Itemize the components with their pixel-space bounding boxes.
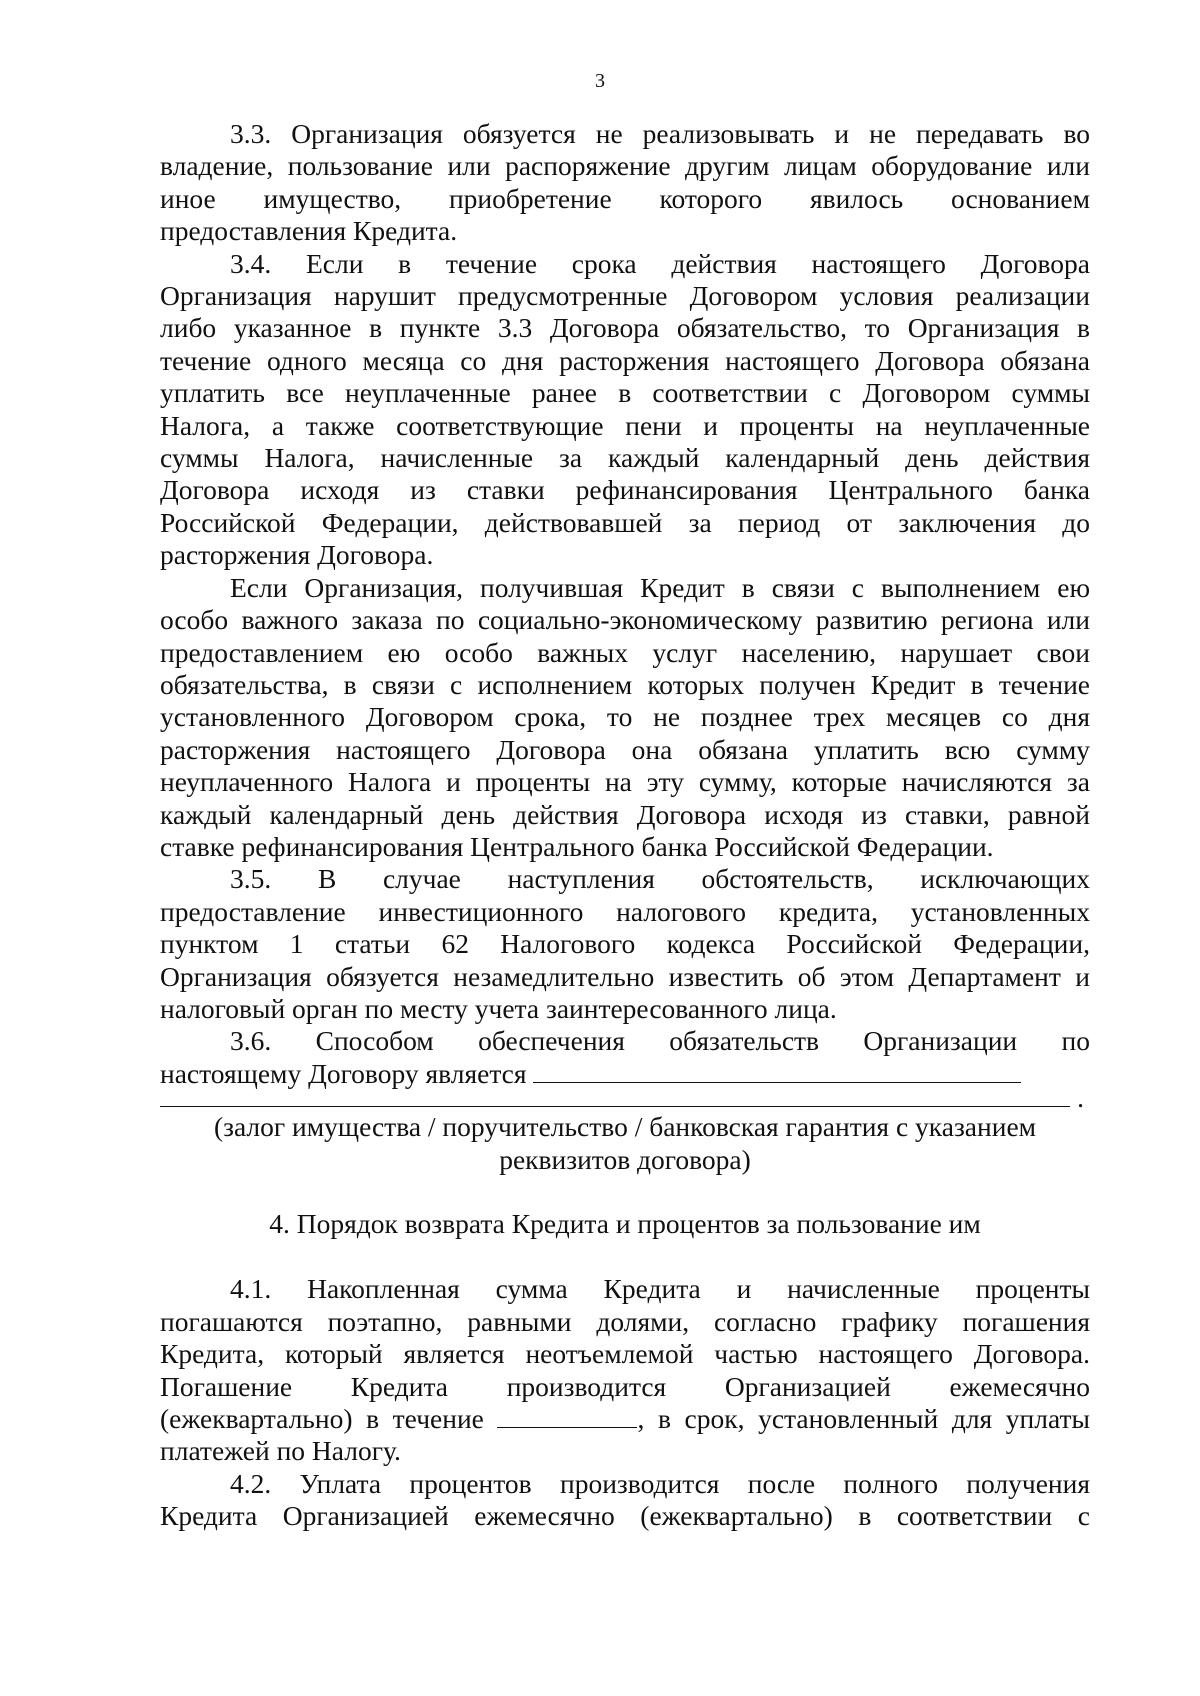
text-line: Договора исходя из ставки рефинансирования Центрального банка	[160, 474, 1090, 506]
text-line: Если Организация, получившая Кредит в связи с выполнением ею	[230, 571, 1090, 603]
text-fragment: , в срок, установленный для уплаты	[637, 1403, 1090, 1435]
text-line	[160, 1058, 1090, 1090]
clause-3-4	[160, 248, 1090, 572]
text-line: уплатить все неуплаченные ранее в соответствии с Договором суммы	[160, 377, 1090, 409]
text-line: предоставлением ею особо важных услуг населению, нарушает свои	[160, 636, 1090, 668]
clause-3-5	[160, 863, 1090, 1025]
text-line: 3.3. Организация обязуется не реализовывать и не передавать во	[230, 118, 1090, 149]
text-line: 3.5. В случае наступления обстоятельств, исключающих	[230, 863, 1090, 895]
text-line: суммы Налога, начисленные за каждый календарный день действия	[160, 442, 1090, 474]
text-line: Российской Федерации, действовавшей за период от заключения до	[160, 506, 1090, 538]
text-line: налоговый орган по месту учета заинтересованного лица.	[160, 992, 837, 1024]
text-fragment: настоящему Договору является	[160, 1057, 527, 1089]
fill-in-blank-period	[497, 1426, 637, 1428]
end-mark: .	[1077, 1081, 1084, 1113]
caption-line: реквизитов договора)	[499, 1143, 751, 1175]
text-line: иное имущество, приобретение которого явилось основанием	[160, 182, 1090, 214]
text-line: предоставление инвестиционного налогового кредита, установленных	[160, 895, 1090, 927]
text-line: Налога, а также соответствующие пени и проценты на неуплаченные	[160, 409, 1090, 441]
fill-in-blank-full-line	[160, 1081, 1084, 1113]
page-number: 3	[595, 70, 605, 92]
caption-line: (залог имущества / поручительство / банковская гарантия с указанием	[213, 1111, 1037, 1143]
text-line: владение, пользование или распоряжение другим лицам оборудование или	[160, 150, 1090, 182]
text-line: либо указанное в пункте 3.3 Договора обязательство, то Организация в	[160, 312, 1090, 344]
document-body	[160, 118, 1090, 1533]
clause-4-1	[160, 1273, 1090, 1467]
text-line: Кредита Организацией ежемесячно (ежеквартально) в соответствии с	[160, 1500, 1090, 1532]
text-line: расторжения настоящего Договора она обязана уплатить всю сумму	[160, 733, 1090, 765]
text-line: особо важного заказа по социально-экономическому развитию региона или	[160, 604, 1090, 636]
text-line: установленного Договором срока, то не позднее трех месяцев со дня	[160, 701, 1090, 733]
text-line: 4.2. Уплата процентов производится после полного получения	[230, 1467, 1090, 1499]
caption	[160, 1111, 1090, 1176]
blank-line-wrapper	[160, 1081, 1090, 1113]
text-line: 3.6. Способом обеспечения обязательств Организации по	[230, 1025, 1090, 1057]
text-line: предоставления Кредита.	[160, 215, 458, 247]
fill-in-blank-security	[533, 1081, 1021, 1083]
text-line: 4.1. Накопленная сумма Кредита и начисленные проценты	[230, 1273, 1090, 1305]
clause-3-3	[160, 118, 1090, 248]
text-line: Погашение Кредита производится Организацией ежемесячно	[160, 1370, 1090, 1402]
text-line: платежей по Налогу.	[160, 1435, 401, 1467]
section-heading: 4. Порядок возврата Кредита и процентов за пользование им	[269, 1208, 981, 1239]
clause-4-2	[160, 1468, 1090, 1533]
text-line: ставке рефинансирования Центрального банка Российской Федерации.	[160, 830, 994, 862]
text-line: течение одного месяца со дня расторжения настоящего Договора обязана	[160, 344, 1090, 376]
text-line: обязательства, в связи с исполнением которых получен Кредит в течение	[160, 668, 1090, 700]
text-line: погашаются поэтапно, равными долями, согласно графику погашения	[160, 1305, 1090, 1337]
text-line: неуплаченного Налога и проценты на эту сумму, которые начисляются за	[160, 766, 1090, 798]
text-line: Организация обязуется незамедлительно известить об этом Департамент и	[160, 960, 1090, 992]
text-line	[160, 1403, 1090, 1435]
clause-3-6	[160, 1025, 1090, 1113]
text-line: расторжения Договора.	[160, 539, 434, 571]
text-line: Организация нарушит предусмотренные Договором условия реализации	[160, 280, 1090, 312]
text-line: каждый календарный день действия Договора исходя из ставки, равной	[160, 798, 1090, 830]
text-fragment: (ежеквартально) в течение	[160, 1403, 484, 1435]
text-line: Кредита, который является неотъемлемой частью настоящего Договора.	[160, 1338, 1090, 1370]
clause-3-4-paragraph-2	[160, 572, 1090, 864]
text-line: 3.4. Если в течение срока действия настоящего Договора	[230, 247, 1090, 279]
text-line: пунктом 1 статьи 62 Налогового кодекса Российской Федерации,	[160, 928, 1090, 960]
